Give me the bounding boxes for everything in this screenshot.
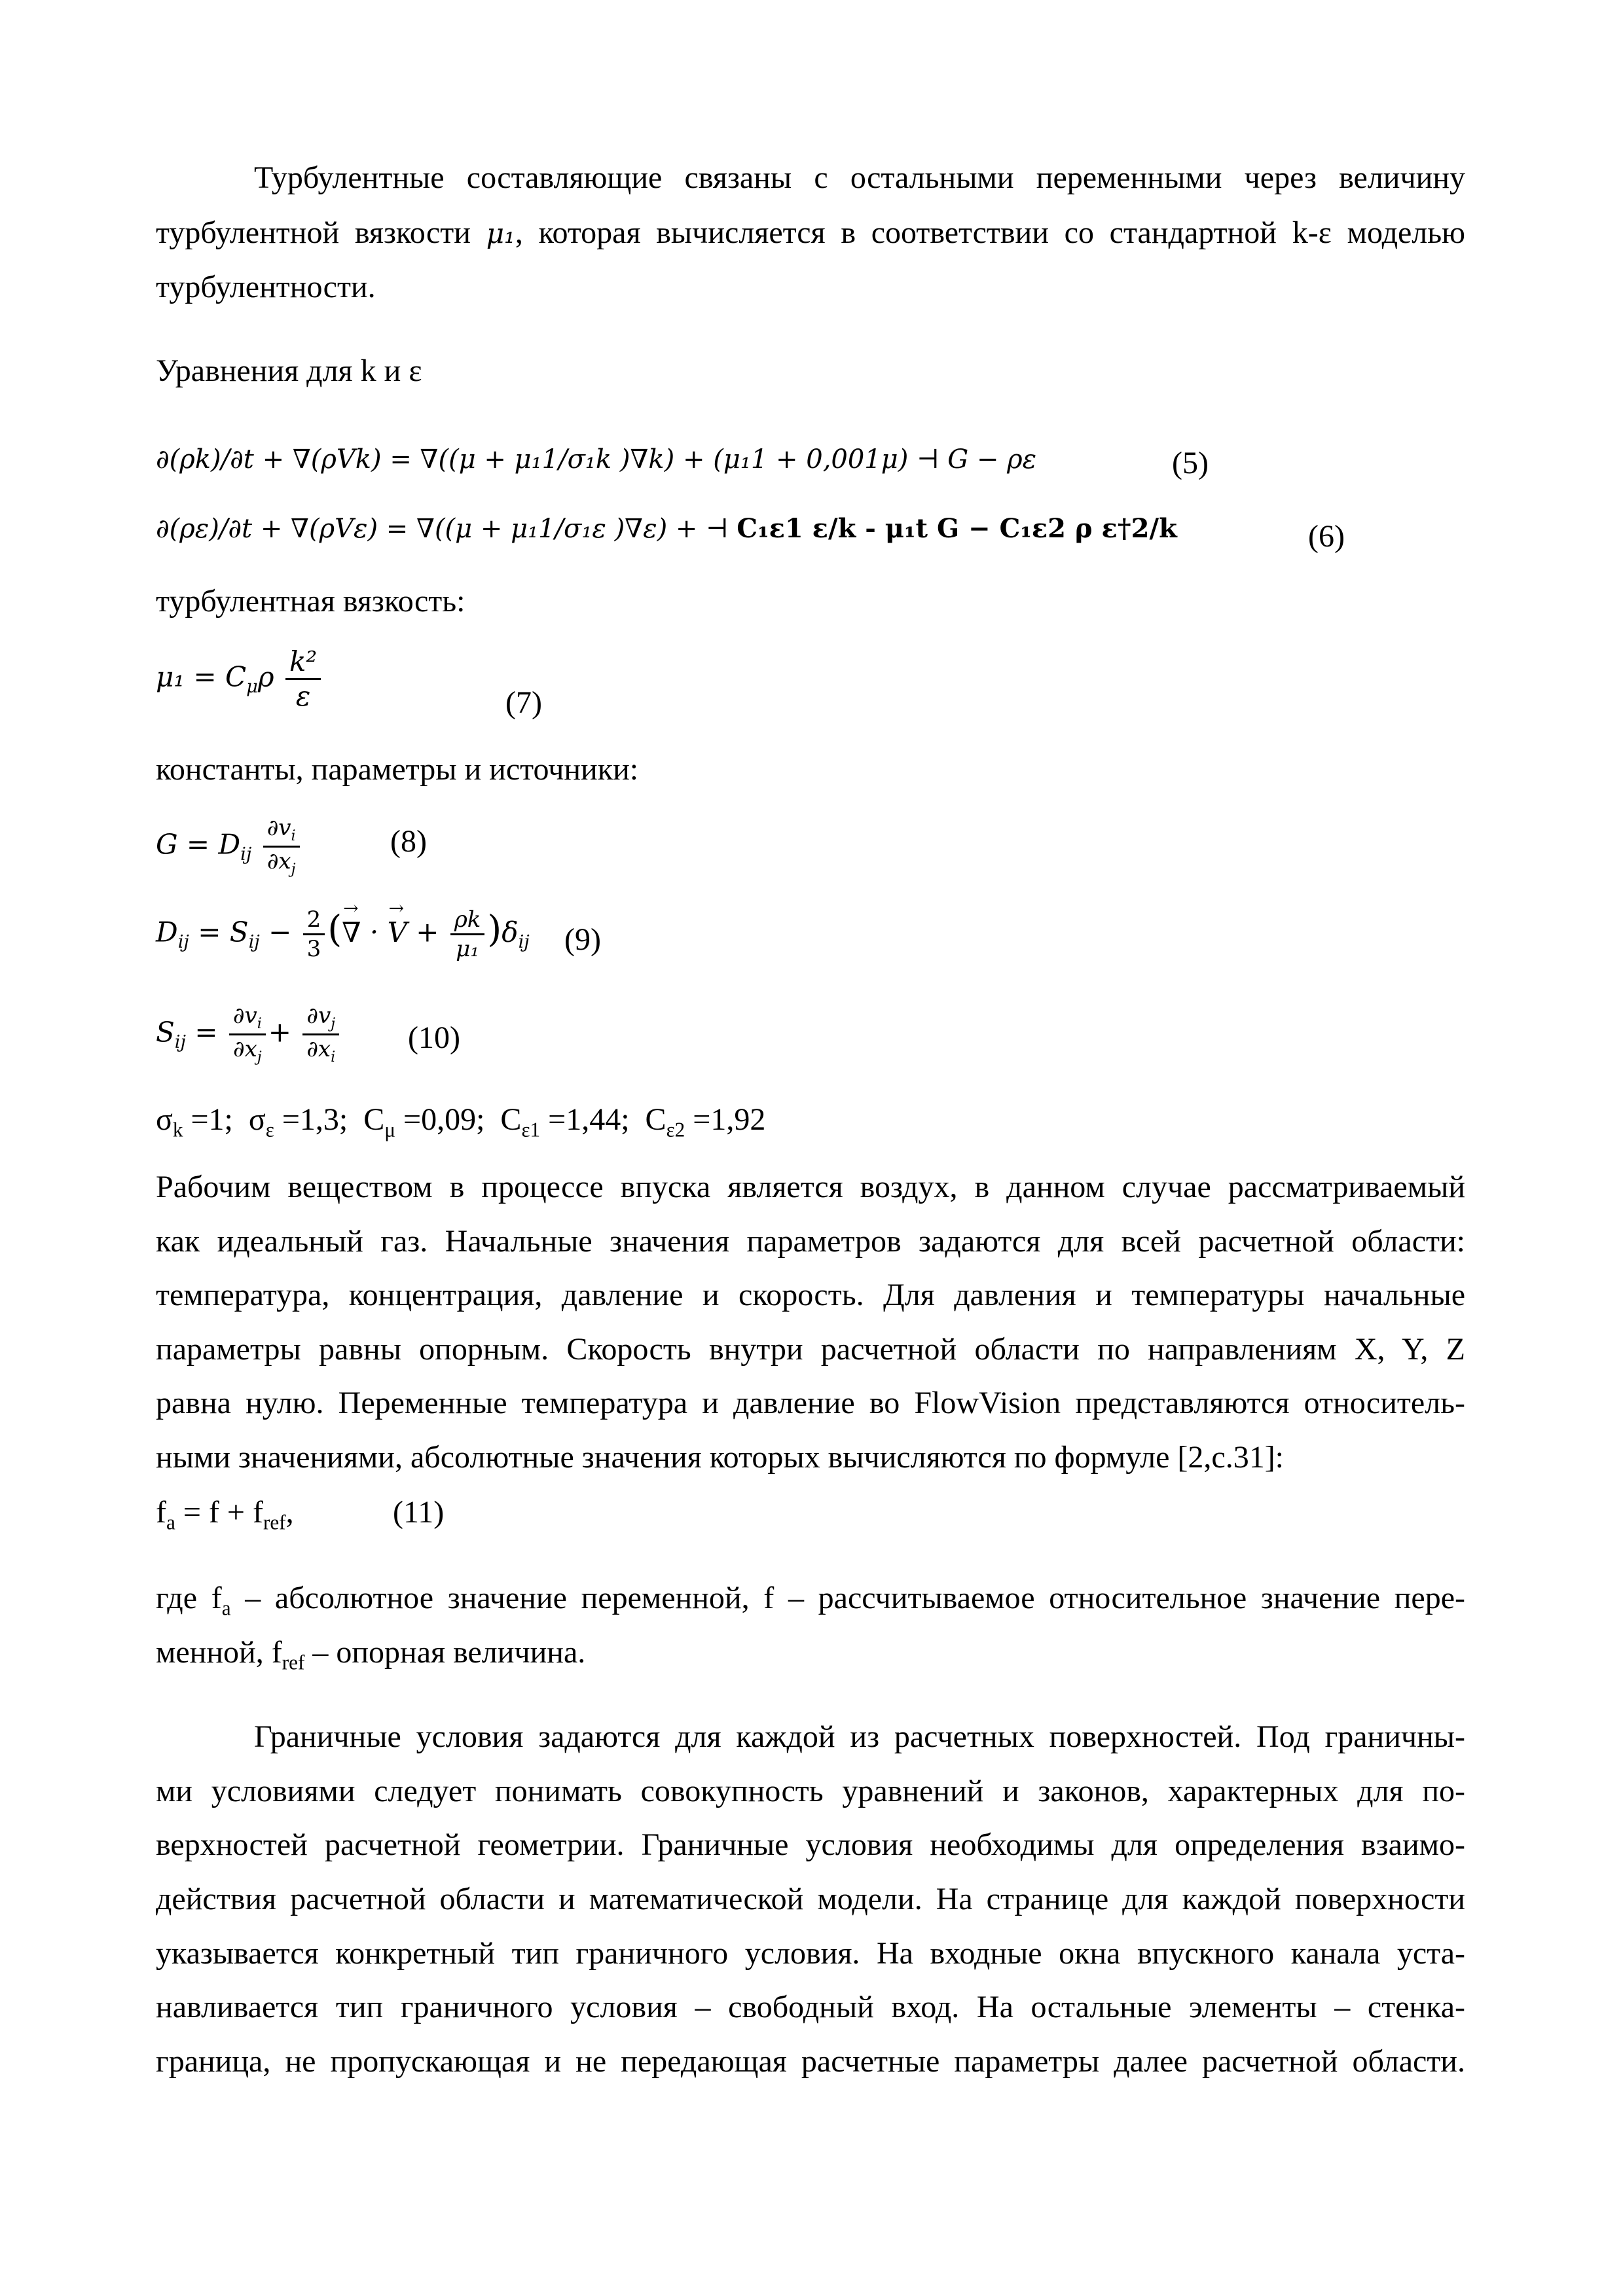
equation-9-number: (9) [564,922,601,957]
intro-line-2: турбулентной вязкости μ₁, которая вычисляется в соответствии со стандартной k-ε моделью [156,215,1466,250]
para2-line: параметры равны опорным. Скорость внутри расчетной области по направлениям X, Y, Z [156,1332,1465,1367]
equation-11: $f_a = f + f_{ref}$, [156,1495,294,1534]
equation-5: ∂(ρk)/∂t + ∇(ρVk) = ∇((μ + μ₁1/σ₁k )∇k) + (μ₁1 + 0,001μ) ⊣ G − ρε [156,444,1037,475]
equation-8-number: (8) [390,824,427,859]
constants-values: $\sigma_k =1$; $\sigma_\varepsilon =1,3$; $C_\mu =0,09$; $C_{\varepsilon 1} =1,44$; $C_{\varepsilon 2} =1,92$ [156,1102,766,1141]
equation-9: $D_{ij} = S_{ij}$ − $\frac{2}{3}$ (→ ∇ · → V + $\frac{\rho k}{\text{μ₁}}$ )$\delta_{ij}$ [156,908,530,960]
equation-5-number: (5) [1172,446,1209,480]
constants-heading: константы, параметры и источники: [156,752,639,787]
intro-line-1: Турбулентные составляющие связаны с остальными переменными через величину [254,160,1465,195]
equation-6: ∂(ρε)/∂t + ∇(ρVε) = ∇((μ + μ₁1/σ₁ε )∇ε) + ⊣ C₁ε1 ε/k - μ₁t G − C₁ε2 ρ ε†2/k [156,513,1177,544]
intro-line-3: турбулентности. [156,270,376,304]
viscosity-heading: турбулентная вязкость: [156,584,465,619]
para3-line: верхностей расчетной геометрии. Граничные условия необходимы для определения взаимо- [156,1827,1465,1862]
equation-10-number: (10) [408,1020,460,1055]
mu-symbol: μ₁ [486,217,515,249]
equation-6-number: (6) [1308,519,1345,554]
para2-line: как идеальный газ. Начальные значения параметров задаются для всей расчетной области: [156,1224,1465,1259]
equation-7: $\mu_1 = C_\mu\rho$ $\frac{\text{k²}}{\varepsilon}$ [156,648,323,710]
para3-line: граница, не пропускающая и не передающая расчетные параметры далее расчетной области. [156,2044,1465,2079]
equation-10: $S_{ij}$ = $\frac{\partial v_i}{\partial x_j}$ + $\frac{\partial v_j}{\partial x_i}$ [156,1005,342,1064]
para2-line: температура, концентрация, давление и скорость. Для давления и температуры начальные [156,1278,1465,1312]
para3-line: Граничные условия задаются для каждой из расчетных поверхностей. Под граничны- [254,1719,1465,1754]
para2-last-line: ными значениями, абсолютные значения которых вычисляются по формуле [2,с.31]: [156,1440,1285,1475]
equations-heading: Уравнения для k и ε [156,353,422,388]
where-line-2: менной, $f_{ref}$ – опорная величина. [156,1635,586,1674]
equation-8: $G = D_{ij}$ $\frac{\partial v_i}{\partial x_j}$ [156,817,302,876]
para2-line: Рабочим веществом в процессе впуска является воздух, в данном случае рассматриваемый [156,1170,1465,1204]
equation-7-number: (7) [505,685,542,720]
para3-line: навливается тип граничного условия – свободный вход. На остальные элементы – стенка- [156,1990,1465,2024]
equation-11-number: (11) [393,1495,445,1530]
para3-line: указывается конкретный тип граничного условия. На входные окна впускного канала уста- [156,1936,1465,1971]
para3-line: ми условиями следует понимать совокупность уравнений и законов, характерных для по- [156,1774,1465,1808]
where-line-1: где $f_a$ – абсолютное значение переменной, f – рассчитываемое относительное значение пере- [156,1581,1465,1620]
para2-line: равна нулю. Переменные температура и давление во FlowVision представляются относитель- [156,1386,1465,1420]
para3-line: действия расчетной области и математической модели. На странице для каждой поверхности [156,1882,1465,1916]
